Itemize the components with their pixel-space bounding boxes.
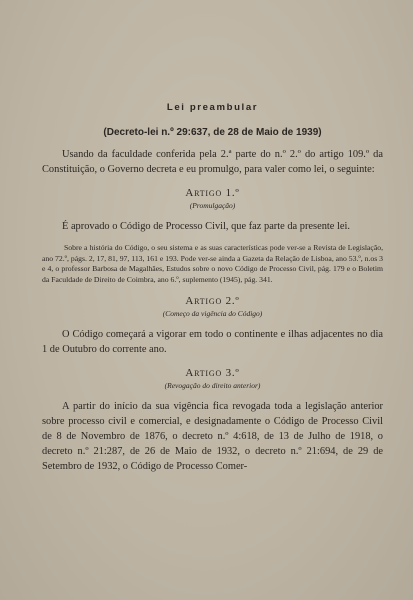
article-2-text: O Código começará a vigorar em todo o continente e ilhas adjacentes no dia 1 de Outubro do corrente ano. — [42, 329, 383, 356]
article-2-subtitle: (Começo da vigência do Código) — [162, 309, 263, 319]
article-3-title: Artigo 3.º — [185, 367, 240, 380]
article-3-subtitle: (Revogação do direito anterior) — [164, 381, 261, 391]
article-3-text: A partir do início da sua vigência fica revogada toda a legislação anterior sobre processo civil e comercial, e designadamente o Código de Processo Civil de 8 de Novembro de 1876, o decreto n.º 4:618, de 13 de Julho de 1918, o decreto n.º 21:287, de 26 de Maio de 1932, o decreto n.º 21:694, de 29 de Setembro de 1932, o Código de Processo Comer- — [42, 401, 383, 473]
article-1-text: É aprovado o Código de Processo Civil, que faz parte da presente lei. — [62, 221, 350, 232]
article-1-title: Artigo 1.º — [185, 187, 240, 199]
intro-paragraph: Usando da faculdade conferida pela 2.ª parte do n.º 2.º do artigo 109.º da Constituição, o Governo decreta e eu promulgo, para valer como lei, o seguinte: — [42, 149, 383, 175]
article-1-note: Sobre a história do Código, o seu sistema e as suas características pode ver-se a Revista de Legislação, ano 72.º, págs. 2, 17, 81, 97, 113, 161 e 193. Pode ver-se ainda a Gazeta da Relação de Lisboa, ano 53.º, n.os 3 e 4, o professor Barbosa de Magalhães, Estudos sobre o novo Código de Processo Civil, pág. 179 e o Boletim da Faculdade de Direito de Coimbra, ano 6.º, suplemento (1945), pág. 341. — [42, 243, 383, 284]
article-2-title: Artigo 2.º — [185, 295, 240, 308]
decree-reference: (Decreto-lei n.º 29:637, de 28 de Maio de 1939) — [103, 127, 322, 138]
page-content — [42, 100, 383, 474]
section-heading: Lei preambular — [166, 102, 259, 113]
article-1-subtitle: (Promulgação) — [189, 201, 236, 210]
